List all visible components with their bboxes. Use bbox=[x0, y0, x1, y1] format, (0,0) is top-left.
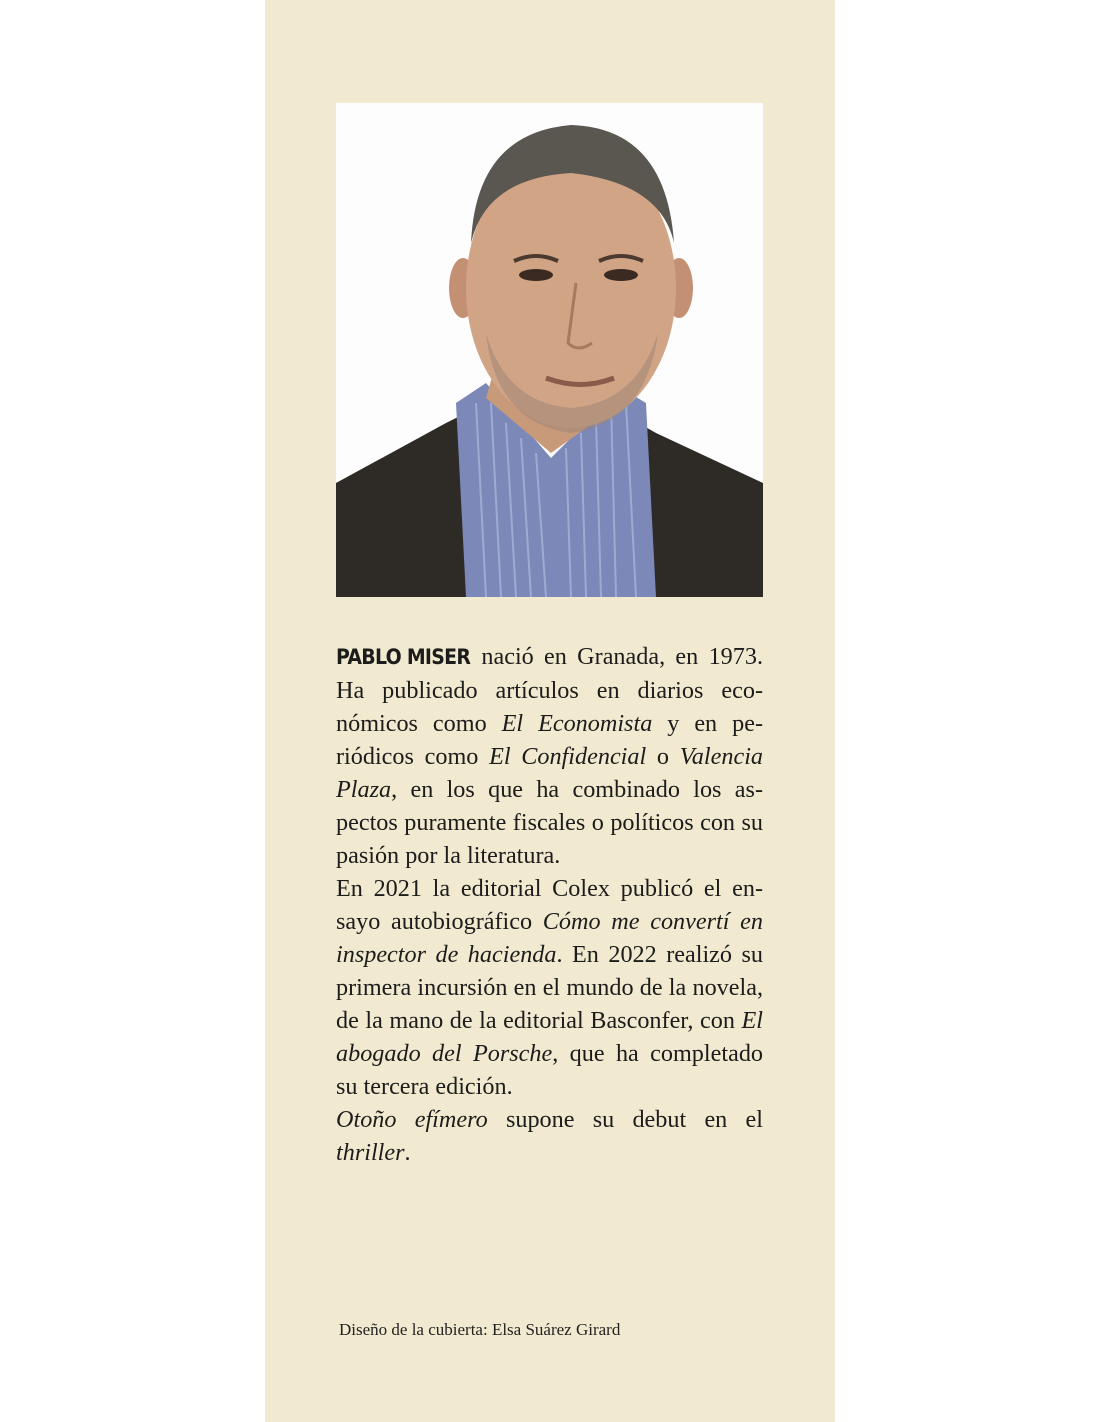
bio-text: En 2021 la editorial Colex publicó el ensayo autobiográfico bbox=[336, 875, 763, 935]
book-title: Cómo me convertí en inspector de hacienda bbox=[336, 908, 763, 968]
bio-text: , en los que ha combinado los aspectos puramente fiscales o políticos con su pasión por la literatura. bbox=[336, 776, 763, 869]
bio-text: , que ha completado su tercera edición. bbox=[336, 1040, 764, 1100]
bio-paragraph-2 bbox=[336, 872, 763, 1103]
author-photo bbox=[336, 103, 763, 597]
publication-title: El Confidencial bbox=[489, 743, 647, 770]
bio-text: nació en Granada, en 1973. Ha publicado artículos en diarios económicos como bbox=[336, 643, 763, 737]
author-name: PABLO MISER bbox=[336, 645, 471, 669]
bio-text: . bbox=[404, 1139, 411, 1166]
bio-text: . En 2022 realizó su primera incursión en el mundo de la novela, de la mano de la editorial Basconfer, con bbox=[336, 941, 764, 1034]
bio-text: y en periódicos como bbox=[336, 710, 763, 770]
book-title: El abogado del Porsche bbox=[336, 1007, 763, 1067]
publication-title: El Economista bbox=[501, 710, 653, 737]
publication-title: Valencia Plaza bbox=[336, 743, 764, 803]
genre-term: thriller bbox=[336, 1139, 405, 1166]
bio-paragraph-1 bbox=[336, 640, 763, 872]
bio-text: supone su debut en el bbox=[487, 1106, 763, 1133]
cover-design-credit: Diseño de la cubierta: Elsa Suárez Girard bbox=[339, 1320, 621, 1339]
author-bio bbox=[336, 640, 763, 1169]
book-title: Otoño efímero bbox=[336, 1106, 488, 1133]
bio-text: o bbox=[646, 743, 680, 770]
bio-paragraph-3 bbox=[336, 1103, 763, 1169]
